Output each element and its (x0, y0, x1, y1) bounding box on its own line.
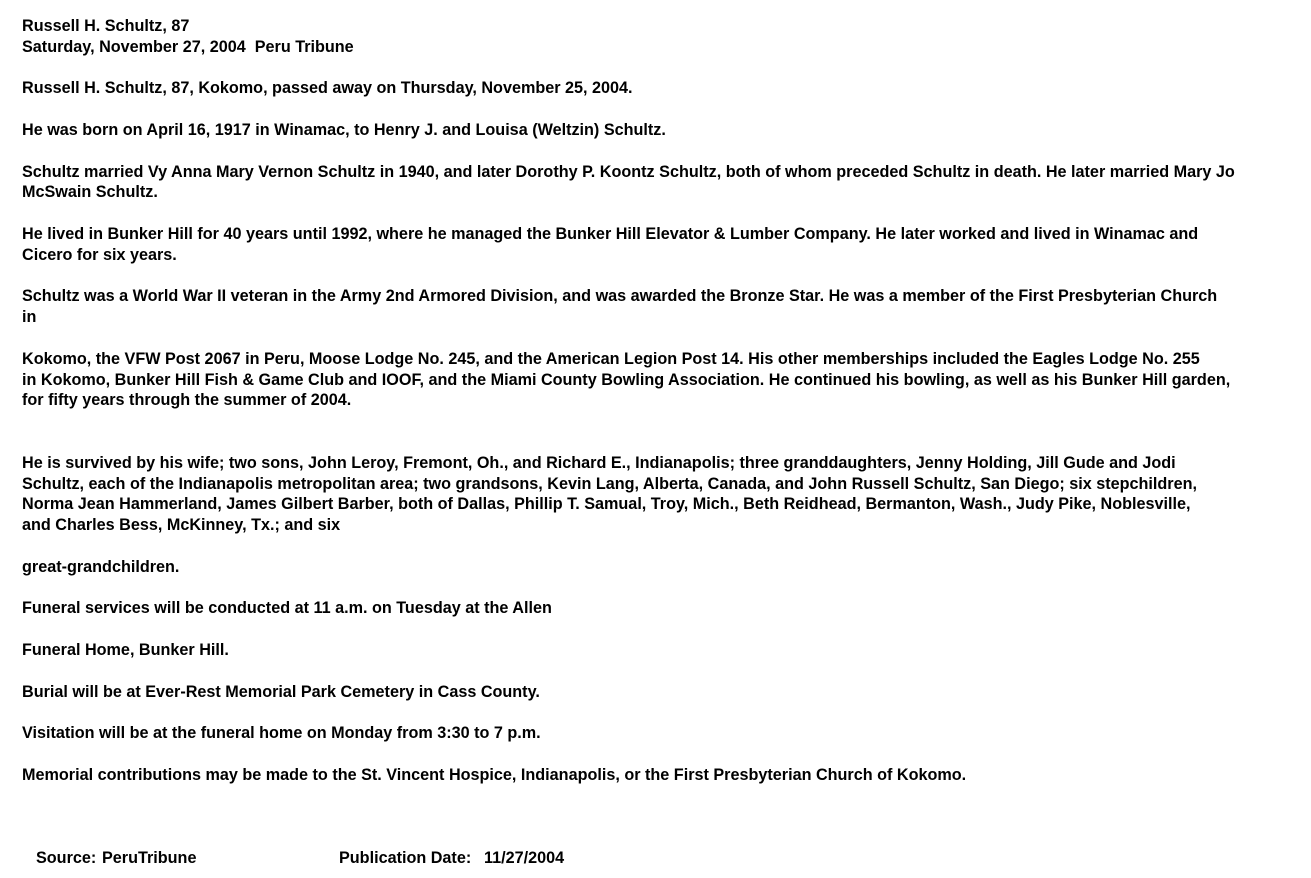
source-value: PeruTribune (102, 849, 197, 867)
publication-line: Saturday, November 27, 2004 Peru Tribune (22, 37, 354, 56)
obituary-document (22, 16, 1297, 785)
paragraph-memorial: Memorial contributions may be made to the St. Vincent Hospice, Indianapolis, or the First Presbyterian Church of Kokomo. (22, 765, 967, 784)
paragraph-residence: He lived in Bunker Hill for 40 years until 1992, where he managed the Bunker Hill Elevator & Lumber Company. He later worked and lived in Winamac and Cicero for six years. (22, 224, 1199, 264)
paragraph-birth: He was born on April 16, 1917 in Winamac, to Henry J. and Louisa (Weltzin) Schultz. (22, 120, 666, 139)
publication-date-label: Publication Date: (339, 849, 472, 867)
paragraph-great-grandchildren: great-grandchildren. (22, 557, 180, 576)
paragraph-death-notice: Russell H. Schultz, 87, Kokomo, passed away on Thursday, November 25, 2004. (22, 79, 633, 98)
paragraph-military: Schultz was a World War II veteran in the Army 2nd Armored Division, and was awarded the Bronze Star. He was a member of the First Presbyterian Church in (22, 287, 1218, 327)
source-label: Source: (36, 849, 97, 867)
paragraph-funeral-services: Funeral services will be conducted at 11 a.m. on Tuesday at the Allen (22, 599, 552, 618)
publication-date-value: 11/27/2004 (484, 849, 565, 867)
paragraph-funeral-home: Funeral Home, Bunker Hill. (22, 640, 229, 659)
paragraph-burial: Burial will be at Ever-Rest Memorial Park Cemetery in Cass County. (22, 682, 540, 701)
paragraph-visitation: Visitation will be at the funeral home on Monday from 3:30 to 7 p.m. (22, 724, 541, 743)
obituary-title: Russell H. Schultz, 87 (22, 17, 190, 35)
source-footer (36, 848, 564, 868)
paragraph-survivors: He is survived by his wife; two sons, John Leroy, Fremont, Oh., and Richard E., Indianapolis; three granddaughters, Jenny Holding, Jill Gude and Jodi Schultz, each of the Indianapolis metropolitan area; two grandsons, Kevin Lang, Alberta, Canada, and John Russell Schultz, San Diego; six stepchildren, Norma Jean Hammerland, James Gilbert Barber, both of Dallas, Phillip T. Samual, Troy, Mich., Beth Reidhead, Bermanton, Wash., Judy Pike, Noblesville, and Charles Bess, McKinney, Tx.; and six (22, 453, 1197, 535)
paragraph-memberships: Kokomo, the VFW Post 2067 in Peru, Moose Lodge No. 245, and the American Legion Post 14. His other memberships included the Eagles Lodge No. 255 in Kokomo, Bunker Hill Fish & Game Club and IOOF, and the Miami County Bowling Association. He continued his bowling, as well as his Bunker Hill garden, for fifty years through the summer of 2004. (22, 349, 1231, 410)
paragraph-marriages: Schultz married Vy Anna Mary Vernon Schultz in 1940, and later Dorothy P. Koontz Schultz, both of whom preceded Schultz in death. He later married Mary Jo McSwain Schultz. (22, 162, 1235, 202)
document-header (22, 16, 1297, 58)
